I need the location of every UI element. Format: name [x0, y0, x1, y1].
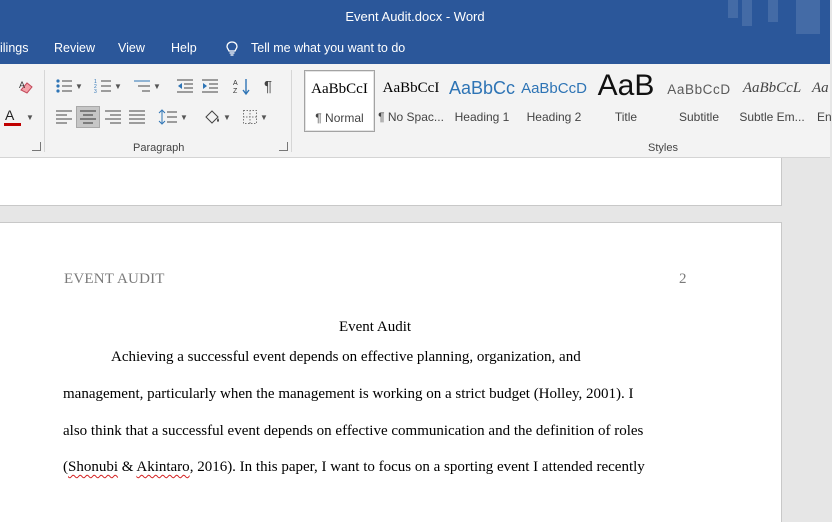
chevron-down-icon: ▼: [26, 112, 34, 122]
chevron-down-icon: ▼: [114, 81, 122, 91]
window-title: Event Audit.docx - Word: [345, 9, 485, 24]
style-sample: Aa: [812, 80, 829, 96]
style-label: ¶ Normal: [315, 111, 364, 125]
bullet-list-icon: [55, 78, 73, 94]
style-emphasis[interactable]: [809, 70, 830, 132]
borders-icon: [242, 109, 258, 125]
document-canvas[interactable]: [0, 158, 830, 492]
justify-button[interactable]: [128, 106, 146, 128]
body-line[interactable]: Achieving a successful event depends on effective planning, organization, and: [111, 349, 581, 365]
increase-indent-button[interactable]: [201, 75, 219, 97]
tell-me-search[interactable]: [224, 41, 405, 55]
decrease-indent-icon: [176, 78, 194, 94]
style-label: Subtle Em...: [739, 110, 805, 124]
multilevel-list-icon: [133, 78, 151, 94]
tab-mailings[interactable]: ilings: [0, 41, 29, 55]
citation-open-paren: (: [63, 459, 68, 475]
increase-indent-icon: [201, 78, 219, 94]
eraser-icon: [18, 78, 36, 96]
style-no-spacing[interactable]: [376, 70, 446, 132]
line-spacing-button[interactable]: [158, 106, 188, 128]
group-separator: [291, 70, 292, 152]
svg-text:2: 2: [94, 84, 97, 90]
style-sample: AaB: [597, 69, 655, 102]
body-line[interactable]: [63, 459, 645, 476]
chevron-down-icon: ▼: [260, 112, 268, 122]
style-subtle-emphasis[interactable]: [737, 70, 807, 132]
style-label: Heading 1: [454, 110, 510, 124]
paint-bucket-icon: [203, 108, 221, 126]
svg-text:A: A: [5, 107, 15, 123]
title-bar: [0, 0, 830, 34]
borders-button[interactable]: [242, 106, 268, 128]
tab-review[interactable]: Review: [54, 41, 95, 55]
ribbon-tab-bar: [0, 34, 830, 64]
svg-text:1: 1: [94, 79, 97, 85]
multilevel-list-button[interactable]: [133, 75, 161, 97]
body-text: , 2016). In this paper, I want to focus on a sporting event I attended recently: [189, 459, 645, 475]
decrease-indent-button[interactable]: [176, 75, 194, 97]
shading-button[interactable]: [203, 106, 231, 128]
pilcrow-icon: ¶: [264, 77, 273, 95]
align-right-icon: [104, 109, 122, 125]
bullets-button[interactable]: [55, 75, 83, 97]
document-title[interactable]: Event Audit: [338, 319, 412, 335]
sort-icon: [233, 77, 251, 95]
tab-help[interactable]: Help: [171, 41, 197, 55]
show-formatting-marks-button[interactable]: [264, 75, 272, 97]
justify-icon: [128, 109, 146, 125]
svg-text:A: A: [233, 80, 238, 87]
running-header: EVENT AUDIT: [64, 271, 165, 287]
style-label: En: [817, 110, 832, 124]
line-spacing-icon: [158, 109, 178, 125]
font-dialog-launcher-icon[interactable]: [32, 142, 41, 151]
body-line[interactable]: management, particularly when the management is working on a strict budget (Holley, 2001). I: [63, 386, 634, 402]
clear-formatting-button[interactable]: [18, 76, 36, 98]
numbering-button[interactable]: [94, 75, 122, 97]
style-subtitle[interactable]: [663, 70, 735, 132]
chevron-down-icon: ▼: [180, 112, 188, 122]
tell-me-label: Tell me what you want to do: [251, 41, 406, 55]
tab-view[interactable]: View: [118, 41, 145, 55]
paragraph-group-label: Paragraph: [133, 142, 185, 154]
align-right-button[interactable]: [104, 106, 122, 128]
align-center-button[interactable]: [76, 106, 100, 128]
style-label: ¶ No Spac...: [378, 110, 444, 124]
ribbon: [0, 64, 830, 158]
chevron-down-icon: ▼: [75, 81, 83, 91]
body-line[interactable]: also think that a successful event depends on effective communication and the definition of roles: [63, 423, 644, 439]
chevron-down-icon: ▼: [223, 112, 231, 122]
style-label: Heading 2: [526, 110, 582, 124]
align-left-button[interactable]: [55, 106, 73, 128]
style-normal[interactable]: [304, 70, 375, 132]
previous-page-bottom: [0, 158, 782, 206]
misspelled-word[interactable]: Shonubi: [68, 459, 119, 475]
page-number: 2: [679, 271, 687, 287]
sort-button[interactable]: [233, 75, 251, 97]
paragraph-dialog-launcher-icon[interactable]: [279, 142, 288, 151]
styles-group-label: Styles: [648, 142, 678, 154]
style-sample: AaBbCc: [448, 78, 516, 98]
style-sample: AaBbCcI: [311, 81, 368, 97]
style-heading-1[interactable]: [447, 70, 517, 132]
svg-text:Z: Z: [233, 88, 238, 95]
style-sample: AaBbCcI: [382, 80, 440, 96]
numbered-list-icon: [94, 78, 112, 94]
svg-text:A: A: [19, 80, 26, 90]
font-color-button[interactable]: [2, 106, 34, 128]
group-separator: [44, 70, 45, 152]
style-label: Subtitle: [678, 110, 720, 124]
style-sample: AaBbCcD: [667, 82, 731, 97]
svg-text:3: 3: [94, 89, 97, 95]
style-sample: AaBbCcD: [521, 80, 587, 97]
align-center-icon: [79, 109, 97, 125]
style-sample: AaBbCcL: [742, 80, 802, 96]
style-title[interactable]: [591, 70, 661, 132]
chevron-down-icon: ▼: [153, 81, 161, 91]
lightbulb-icon: [224, 40, 240, 58]
align-left-icon: [55, 109, 73, 125]
font-color-icon: [2, 106, 24, 128]
style-label: Title: [614, 110, 638, 124]
citation-ampersand: &: [118, 459, 137, 475]
misspelled-word[interactable]: Akintaro: [136, 459, 190, 475]
style-heading-2[interactable]: [519, 70, 589, 132]
document-page[interactable]: [0, 222, 782, 522]
